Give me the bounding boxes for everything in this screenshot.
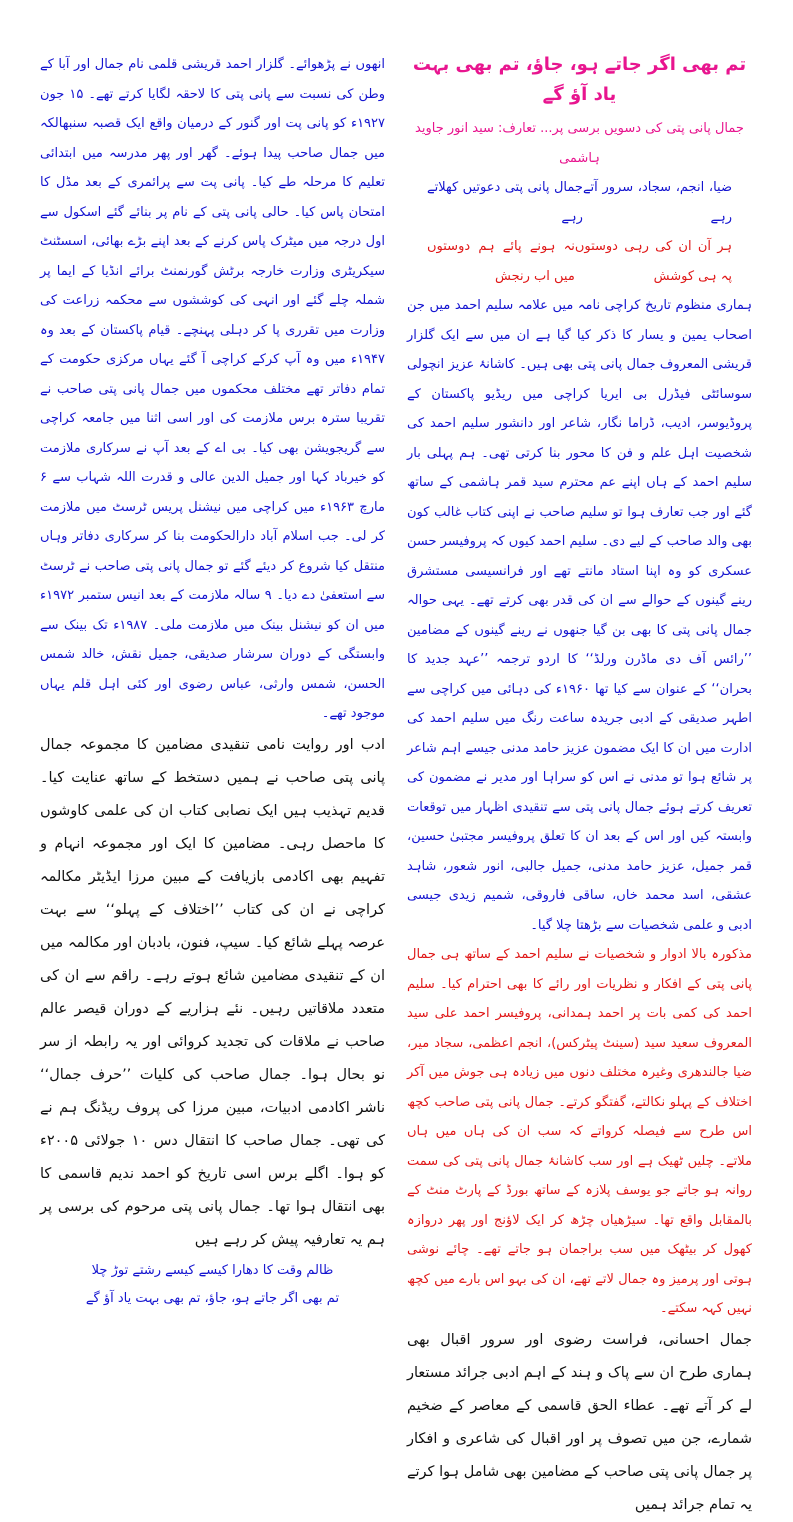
right-column bbox=[407, 50, 752, 1513]
couplet-2-second-line: نہ ہونے پائے ہم دوستوں میں اب رنجش bbox=[427, 239, 575, 284]
closing-verse-line-1: ظالم وقت کا دھارا کیسے کیسے رشتے توڑ چلا bbox=[91, 1262, 334, 1278]
right-paragraph-2: مذکورہ بالا ادوار و شخصیات نے سلیم احمد کے ساتھ ہی جمال پانی پتی کے افکار و نظریات اور رائے کا بھی احترام کیا۔ سلیم احمد کی کمی بات پر احمد ہمدانی، پروفیسر احمد علی سید المعروف سعید سید (سینٹ پیٹرکس)، انجم اعظمی، سجاد میر، ضیا جالندھری وغیرہ مختلف دنوں میں زیادہ ہی جوش میں آکر اختلاف کے پہلو نکالتے، گفتگو کرتے۔ جمال پانی پتی صاحب کچھ اس طرح سے فیصلہ کرواتے کہ سب ان کی ہاں میں ہاں ملاتے۔ چلیں ٹھیک ہے اور سب کاشانۂ جمال پانی پتی کی سمت روانہ ہو جاتے جو یوسف پلازہ کے ساتھ بورڈ کے پارٹ منٹ کے بالمقابل واقع تھا۔ سیڑھیاں چڑھ کر ایک لاؤنج اور پھر دروازہ کھول کر بیٹھک میں سب براجمان ہو جاتے تھے۔ چائے نوشی ہوتی اور پرمیز وہ جمال لاتے تھے، ان کی بہو اس بارے میں کچھ نہیں کہہ سکتے۔ bbox=[407, 947, 752, 1316]
right-paragraph-1: ہماری منظوم تاریخ کراچی نامہ میں علامہ سلیم احمد میں جن اصحاب یمین و یسار کا ذکر کیا گیا ہے ان میں سے ایک گلزار قریشی المعروف جمال پانی پتی بھی ہیں۔ کاشانۂ عزیز انچولی سوسائٹی فیڈرل بی ایریا کراچی میں ریڈیو پاکستان کے پروڈیوسر، ادیب، ڈراما نگار، شاعر اور دانشور سلیم احمد کی شخصیت اہل علم و فن کا محور بنا کرتی تھی۔ ہم پہلی بار سلیم احمد کے ہاں اپنے عم محترم سید قمر ہاشمی کے ساتھ گئے اور جب تعارف ہوا تو سلیم صاحب نے اپنی کتاب غالب کون بھی والد صاحب کے لیے دی۔ سلیم احمد کیوں کہ پروفیسر حسن عسکری کو وہ اپنا استاد مانتے تھے اور فرانسیسی مستشرق رینے گینوں کے حوالے سے ان کی قدر بھی کرتے تھے۔ یہی حوالہ جمال پانی پتی کا بھی بن گیا جنھوں نے رینے گینوں کے مضامین ’’رائس آف دی ماڈرن ورلڈ‘‘ کا اردو ترجمہ ’’عہد جدید کا بحران‘‘ کے عنوان سے کیا تھا ۱۹۶۰ء کی دہائی میں کراچی سے اطہر صدیقی کے ادبی جریدہ ساعت رنگ میں سلیم احمد کی ادارت میں ان کا ایک مضمون عزیز حامد مدنی جیسے اہم شاعر پر شائع ہوا تو مدنی نے اس کو سراہا اور مدیر نے مضمون کی تعریف کرتے ہوئے جمال پانی پتی سے تنقیدی اظہار میں توقعات وابستہ کیں اور اس کے بعد ان کا تعلق پروفیسر مجتبیٰ حسین، قمر جمیل، عزیز حامد مدنی، جمیل جالبی، انور شعور، شاہد عشقی، اسد محمد خاں، ساقی فاروقی، شمیم زیدی جیسی ادبی و علمی شخصیات سے بڑھتا چلا گیا۔ bbox=[407, 298, 752, 933]
couplet-2 bbox=[407, 232, 752, 291]
couplet-1-second-line: جمال پانی پتی دعوتیں کھلاتے رہے bbox=[427, 180, 583, 225]
right-paragraph-3: جمال احسانی، فراست رضوی اور سرور اقبال بھی ہماری طرح ان سے پاک و ہند کے اہم ادبی جرائد مستعار لے کر آتے تھے۔ عطاء الحق قاسمی کے معاصر کے ضخیم شمارے، جن میں تصوف پر اور اقبال کی شاعری و افکار پر جمال پانی پتی صاحب کے مضامین بھی شامل ہوا کرتے یہ تمام جرائد ہمیں bbox=[407, 1331, 752, 1513]
article-subtitle: جمال پانی پتی کی دسویں برسی پر... تعارف: سید انور جاوید ہاشمی bbox=[415, 121, 744, 166]
couplet-1 bbox=[407, 173, 752, 232]
left-paragraph-1: انھوں نے پڑھوائے۔ گلزار احمد قریشی قلمی نام جمال اور آبا کے وطن کی نسبت سے پانی پتی کا لاحقہ لگایا کرتے تھے۔ ۱۵ جون ۱۹۲۷ء کو پانی پت اور گنور کے درمیان واقع ایک قصبہ سنبھالکہ میں جمال صاحب پیدا ہوئے۔ گھر اور پھر مدرسہ میں ابتدائی تعلیم کا مرحلہ طے کیا۔ پانی پت سے پرائمری کے بعد مڈل کا امتحان پاس کیا۔ حالی پانی پتی کے نام پر بنائے گئے اسکول سے اول درجہ میں میٹرک پاس کرنے کے بعد اپنے بڑے بھائی، اسسٹنٹ سیکریٹری وزارت خارجہ برٹش گورنمنٹ برائے انڈیا کے ایما پر شملہ چلے گئے اور انہی کی کوششوں سے محکمہ زراعت کی وزارت میں تقرری پا کر دہلی پہنچے۔ قیام پاکستان کے بعد وہ ۱۹۴۷ء میں وہ آپ کرکے کراچی آ گئے یہاں مرکزی حکومت کے تمام دفاتر تھے مختلف محکموں میں جمال پانی پتی صاحب نے تقریبا سترہ برس ملازمت کی اور اسی اثنا میں جامعہ کراچی سے گریجویشن بھی کیا۔ بی اے کے بعد آپ نے سرکاری ملازمت کو خیرباد کہا اور جمیل الدین عالی و قدرت اللہ شہاب سے ۶ مارچ ۱۹۶۳ء میں کراچی میں نیشنل پریس ٹرسٹ میں ملازمت کر لی۔ جب اسلام آباد دارالحکومت بنا کر سرکاری دفاتر وہاں منتقل کیا شروع کر دیئے گئے تو جمال پانی پتی صاحب نے ٹرسٹ سے استعفیٰ دے دیا۔ ۹ سالہ ملازمت کے بعد انیس ستمبر ۱۹۷۲ء میں ان کو نیشنل بینک میں ملازمت ملی۔ ۱۹۸۷ء تک بینک سے وابستگی کے دوران سرشار صدیقی، جمیل نقش، خالد شمس الحسن، شمس وارثی، عباس رضوی اور کئی اہل قلم یہاں موجود تھے۔ bbox=[40, 57, 385, 721]
article-title: تم بھی اگر جاتے ہو، جاؤ، تم بھی بہت یاد آؤ گے bbox=[412, 54, 747, 105]
closing-verse-line-2: تم بھی اگر جاتے ہو، جاؤ، تم بھی بہت یاد آؤ گے bbox=[85, 1290, 340, 1306]
couplet-2-first-line: ہر آن ان کی رہی دوستوں پہ ہی کوشش bbox=[574, 239, 732, 284]
left-column bbox=[40, 50, 385, 1306]
document-page bbox=[40, 50, 752, 1513]
couplet-1-first-line: ضیا، انجم، سجاد، سرور آتے رہے bbox=[582, 180, 732, 225]
left-paragraph-2: ادب اور روایت نامی تنقیدی مضامین کا مجموعہ جمال پانی پتی صاحب نے ہمیں دستخط کے ساتھ عنایت کیا۔ قدیم تہذیب ہیں ایک نصابی کتاب ان کی علمی کاوشوں کا ماحصل رہی۔ مضامین کا ایک اور مجموعہ انہام و تفہیم بھی اکادمی بازیافت کے مبین مرزا ایڈیٹر مکالمہ کراچی نے ان کی کتاب ’’اختلاف کے پہلو‘‘ سے بہت عرصہ پہلے شائع کیا۔ سیپ، فنون، بادبان اور مکالمہ میں ان کے تنقیدی مضامین شائع ہوتے رہے۔ راقم سے ان کی متعدد ملاقاتیں رہیں۔ نئے ہزاریے کے دوران قیصر عالم صاحب نے ملاقات کی تجدید کروائی اور یہ رابطہ از سر نو بحال ہوا۔ جمال صاحب کی کلیات ’’حرف جمال‘‘ ناشر اکادمی ادبیات، مبین مرزا کی پروف ریڈنگ ہم نے کی تھی۔ جمال صاحب کا انتقال دس ۱۰ جولائی ۲۰۰۵ء کو ہوا۔ اگلے برس اسی تاریخ کو احمد ندیم قاسمی کا بھی انتقال ہوا تھا۔ جمال پانی پتی مرحوم کی برسی پر ہم یہ تعارفیہ پیش کر رہے ہیں bbox=[40, 736, 385, 1248]
